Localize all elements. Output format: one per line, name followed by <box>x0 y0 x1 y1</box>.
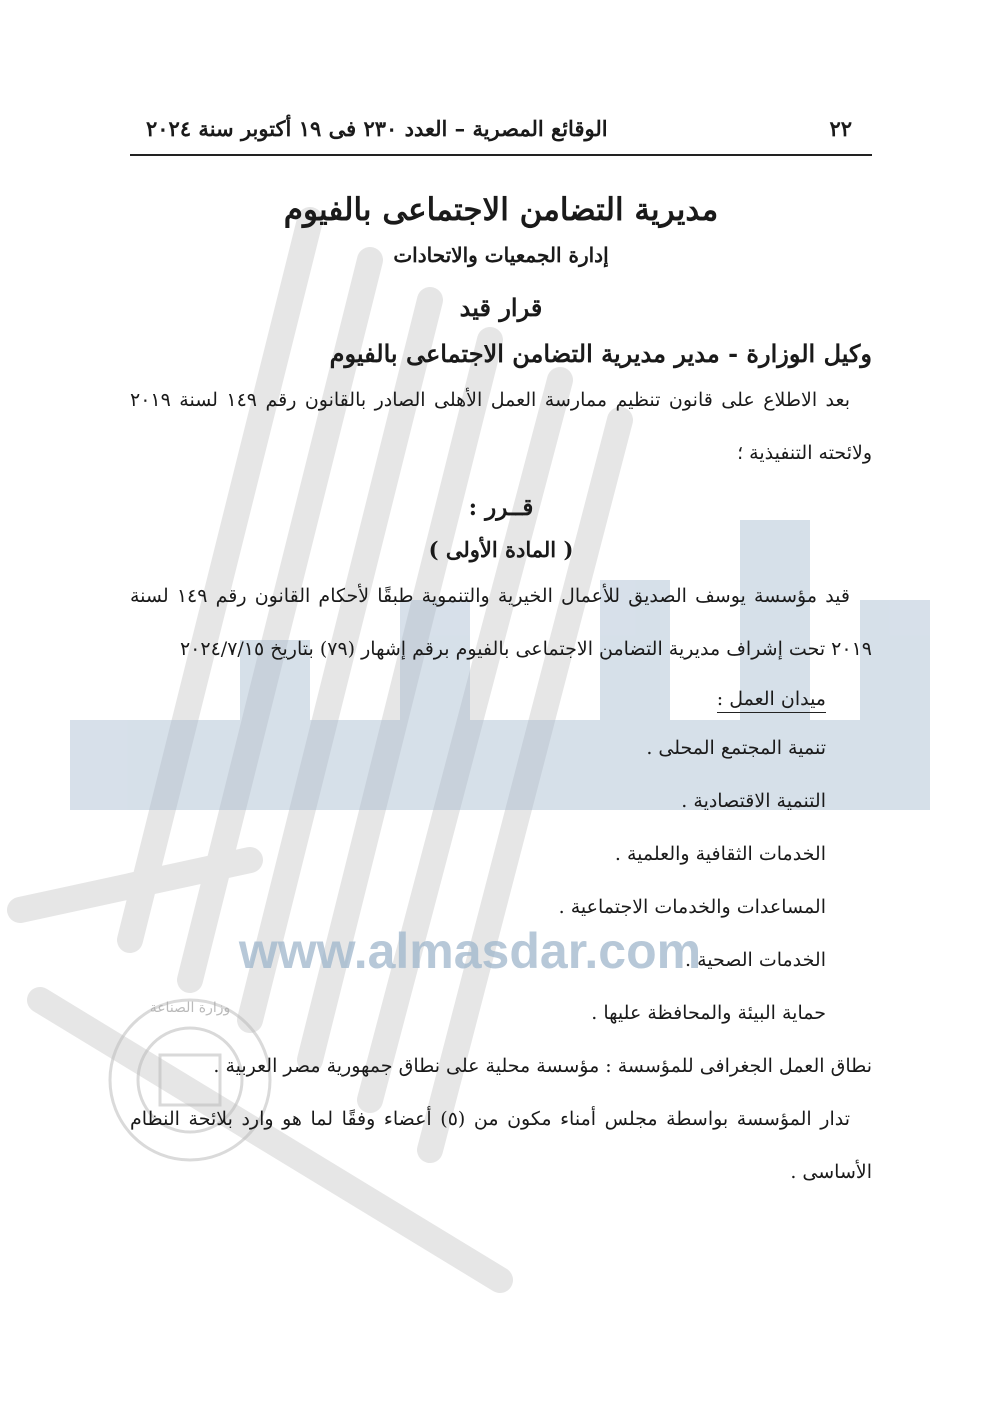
watermark-seal-text: وزارة الصناعة <box>149 1000 231 1016</box>
list-item: الخدمات الثقافية والعلمية . <box>614 843 826 865</box>
article-one-title: ( المادة الأولى ) <box>428 537 574 562</box>
list-item: التنمية الاقتصادية . <box>681 790 826 812</box>
watermark-url: www.almasdar.com <box>238 923 702 979</box>
department-subtitle: إدارة الجمعيات والاتحادات <box>393 243 609 267</box>
geographic-scope: نطاق العمل الجغرافى للمؤسسة : مؤسسة محلية على نطاق جمهورية مصر العربية . <box>213 1055 872 1077</box>
page-number: ٢٢ <box>829 116 852 141</box>
list-item: تنمية المجتمع المحلى . <box>646 737 826 759</box>
decided-heading: قــرر : <box>468 494 534 521</box>
list-item: المساعدات والخدمات الاجتماعية . <box>558 896 826 918</box>
decision-title: قرار قيد <box>459 293 543 322</box>
gazette-issue-line: الوقائع المصرية – العدد ٢٣٠ فى ١٩ أكتوبر سنة ٢٠٢٤ <box>146 116 608 141</box>
directorate-title: مديرية التضامن الاجتماعى بالفيوم <box>283 192 719 228</box>
board-of-trustees: تدار المؤسسة بواسطة مجلس أمناء مكون من (٥) أعضاء وفقًا لما هو وارد بلائحة النظام الأساسى . <box>130 1108 872 1183</box>
field-of-work-label <box>130 676 872 722</box>
field-of-work-label-text: ميدان العمل : <box>717 688 826 713</box>
page-header <box>130 110 872 156</box>
list-item: حماية البيئة والمحافظة عليها . <box>591 1002 826 1024</box>
list-item: الخدمات الصحية . <box>684 949 826 971</box>
issuing-official: وكيل الوزارة - مدير مديرية التضامن الاجتماعى بالفيوم <box>329 339 872 368</box>
preamble-paragraph: بعد الاطلاع على قانون تنظيم ممارسة العمل الأهلى الصادر بالقانون رقم ١٤٩ لسنة ٢٠١٩ ولائحته التنفيذية ؛ <box>130 389 872 464</box>
gazette-page <box>130 110 872 1350</box>
article-one-text: قيد مؤسسة يوسف الصديق للأعمال الخيرية والتنموية طبقًا لأحكام القانون رقم ١٤٩ لسنة ٢٠١٩ تحت إشراف مديرية التضامن الاجتماعى بالفيوم برقم إشهار (٧٩) بتاريخ ٢٠٢٤/٧/١٥ <box>130 585 872 660</box>
